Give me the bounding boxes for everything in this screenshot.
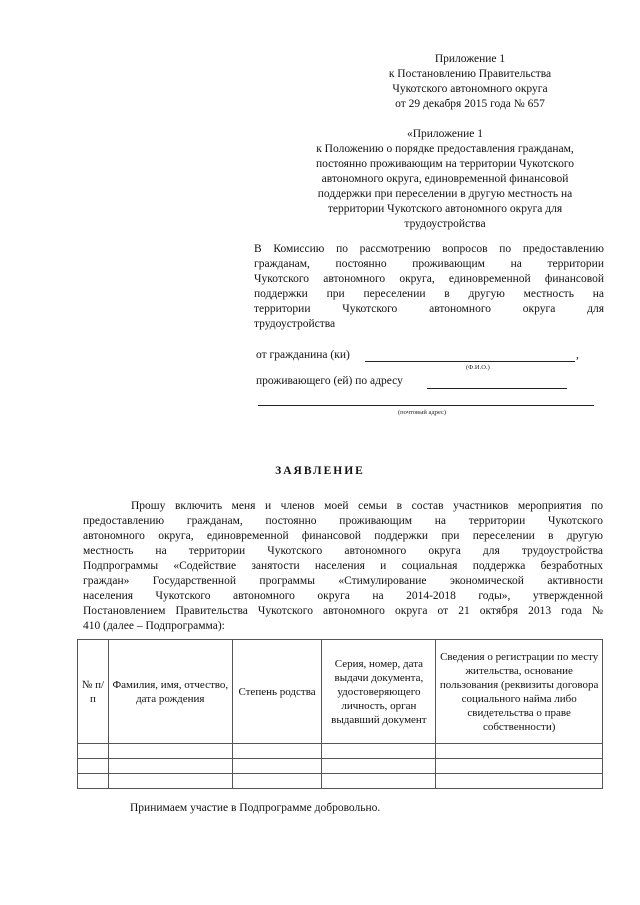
statement-line: Прошу включить меня и членов моей семьи в состав участников мероприятия по <box>131 500 603 512</box>
statement-line: местность на территории Чукотского автономного округа для трудоустройства <box>83 545 603 557</box>
addressee-line: Чукотского автономного округа, единовременной финансовой <box>254 273 604 285</box>
table-cell[interactable] <box>436 759 603 774</box>
table-cell[interactable] <box>232 744 322 759</box>
table-row <box>78 774 603 789</box>
addressee-line: территории Чукотского автономного округа для <box>254 303 604 315</box>
table-cell[interactable] <box>436 744 603 759</box>
table-cell[interactable] <box>232 774 322 789</box>
fio-hint: (Ф.И.О.) <box>466 364 490 371</box>
annex-line: «Приложение 1 <box>406 128 484 140</box>
fio-field[interactable] <box>365 361 575 362</box>
address-label: проживающего (ей) по адресу <box>256 375 403 387</box>
approval-reference <box>320 52 620 112</box>
addressee-block <box>254 242 604 332</box>
table-row <box>78 759 603 774</box>
statement-line: 410 (далее – Подпрограмма): <box>83 620 225 632</box>
addressee-line: гражданам, постоянно проживающим на территории <box>254 258 604 270</box>
table-cell[interactable] <box>108 759 232 774</box>
address-field[interactable] <box>427 388 567 389</box>
closing-statement: Принимаем участие в Подпрограмме добровольно. <box>130 802 381 814</box>
postal-address-hint: (почтовый адрес) <box>398 409 447 416</box>
statement-line: Подпрограммы «Содействие занятости населения и социальная поддержка безработных <box>83 560 603 572</box>
statement-line: Постановлением Правительства Чукотского автономного округа от 21 октября 2013 года № <box>83 605 603 617</box>
family-members-table <box>77 639 603 789</box>
approval-line: Приложение 1 <box>434 53 506 65</box>
table-cell[interactable] <box>436 774 603 789</box>
statement-line: предоставлению гражданам, постоянно проживающим на территории Чукотского <box>83 515 603 527</box>
annex-line: автономного округа, единовременной финансовой <box>321 173 569 185</box>
table-cell[interactable] <box>78 759 109 774</box>
annex-line: территории Чукотского автономного округа для <box>327 203 563 215</box>
table-cell[interactable] <box>322 744 436 759</box>
statement-body <box>83 499 603 634</box>
document-title: ЗАЯВЛЕНИЕ <box>275 465 365 477</box>
table-cell[interactable] <box>322 759 436 774</box>
from-citizen-label: от гражданина (ки) <box>256 349 350 361</box>
statement-line: населения Чукотского автономного округа на 2014-2018 годы», утвержденной <box>83 590 603 602</box>
table-cell[interactable] <box>78 774 109 789</box>
table-cell[interactable] <box>78 744 109 759</box>
statement-line: автономного округа, единовременной финансовой поддержки при переселении в другую <box>83 530 603 542</box>
header-full-name: Фамилия, имя, отчество, дата рождения <box>108 640 232 744</box>
statement-line: граждан» Государственной программы «Стимулирование экономической активности <box>83 575 603 587</box>
annex-line: к Положению о порядке предоставления гражданам, <box>316 143 574 155</box>
table-cell[interactable] <box>108 774 232 789</box>
addressee-line: трудоустройства <box>254 318 336 330</box>
postal-address-field[interactable] <box>258 405 594 406</box>
fio-comma: , <box>576 349 579 361</box>
table-cell[interactable] <box>232 759 322 774</box>
table-header-row <box>78 640 603 744</box>
table-row <box>78 744 603 759</box>
approval-line: к Постановлению Правительства <box>388 68 552 80</box>
table-cell[interactable] <box>108 744 232 759</box>
header-registration: Сведения о регистрации по месту жительства, основание пользования (реквизиты договора социального найма либо свидетельства о праве собственности) <box>436 640 603 744</box>
table-cell[interactable] <box>322 774 436 789</box>
addressee-line: В Комиссию по рассмотрению вопросов по предоставлению <box>254 243 604 255</box>
header-relationship: Степень родства <box>232 640 322 744</box>
approval-line: от 29 декабря 2015 года № 657 <box>395 98 545 110</box>
annex-line: трудоустройства <box>404 218 486 230</box>
annex-reference <box>270 127 620 232</box>
annex-line: постоянно проживающим на территории Чукотского <box>315 158 575 170</box>
annex-line: поддержки при переселении в другую местность на <box>317 188 573 200</box>
header-id-document: Серия, номер, дата выдачи документа, удостоверяющего личность, орган выдавший документ <box>322 640 436 744</box>
approval-line: Чукотского автономного округа <box>392 83 548 95</box>
addressee-line: поддержки при переселении в другую местность на <box>254 288 604 300</box>
header-number: № п/п <box>78 640 109 744</box>
